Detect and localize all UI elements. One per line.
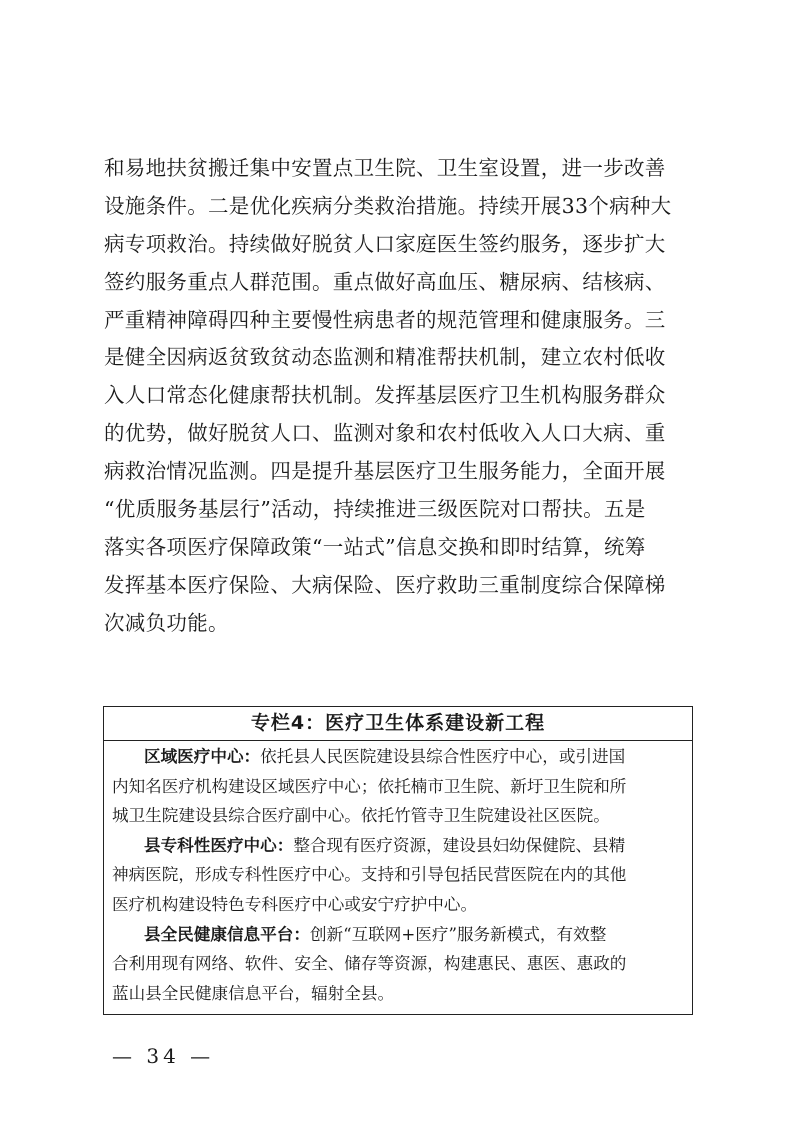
box-line: 内知名医疗机构建设区域医疗中心；依托楠市卫生院、新圩卫生院和所 — [112, 776, 627, 796]
body-line: 病救治情况监测。四是提升基层医疗卫生服务能力，全面开展 — [104, 459, 666, 484]
box-section-first-line — [112, 831, 686, 861]
body-line: 的优势，做好脱贫人口、监测对象和农村低收入人口大病、重 — [104, 421, 666, 446]
section-text: 依托县人民医院建设县综合性医疗中心，或引进国 — [260, 747, 626, 766]
page-number: — 34 — — [112, 1044, 215, 1068]
feature-box — [103, 706, 693, 1015]
box-line: 医疗机构建设特色专科医疗中心或安宁疗护中心。 — [112, 894, 478, 914]
box-line: 神病医院，形成专科性医疗中心。支持和引导包括民营医院在内的其他 — [112, 865, 627, 885]
body-line: 和易地扶贫搬迁集中安置点卫生院、卫生室设置，进一步改善 — [104, 156, 666, 180]
body-text — [104, 150, 694, 643]
body-line: 病专项救治。持续做好脱贫人口家庭医生签约服务，逐步扩大 — [104, 231, 666, 256]
body-line: “优质服务基层行”活动，持续推进三级医院对口帮扶。五是 — [104, 497, 646, 522]
body-line: 落实各项医疗保障政策“一站式”信息交换和即时结算，统筹 — [104, 534, 646, 559]
section-term: 区域医疗中心： — [144, 747, 261, 766]
box-section-first-line — [112, 920, 686, 950]
section-text: 创新“互联网+医疗”服务新模式，有效整 — [309, 924, 607, 944]
body-line: 入人口常态化健康帮扶机制。发挥基层医疗卫生机构服务群众 — [104, 383, 666, 408]
body-line: 次减负功能。 — [104, 610, 229, 635]
body-line: 严重精神障碍四种主要慢性病患者的规范管理和健康服务。三 — [104, 307, 666, 332]
section-term: 县全民健康信息平台： — [144, 924, 310, 944]
box-content — [104, 741, 692, 1008]
box-line: 合利用现有网络、软件、安全、储存等资源，构建惠民、惠医、惠政的 — [112, 954, 627, 974]
box-line: 城卫生院建设县综合医疗副中心。依托竹管寺卫生院建设社区医院。 — [112, 806, 610, 826]
body-line: 设施条件。二是优化疾病分类救治措施。持续开展33个病种大 — [104, 193, 672, 218]
body-line: 是健全因病返贫致贫动态监测和精准帮扶机制，建立农村低收 — [104, 345, 666, 370]
box-section-first-line — [112, 742, 686, 772]
section-text: 整合现有医疗资源，建设县妇幼保健院、县精 — [293, 835, 626, 855]
body-line: 签约服务重点人群范围。重点做好高血压、糖尿病、结核病、 — [104, 269, 666, 294]
box-line: 蓝山县全民健康信息平台，辐射全县。 — [112, 983, 395, 1003]
body-line: 发挥基本医疗保险、大病保险、医疗救助三重制度综合保障梯 — [104, 572, 666, 597]
box-title: 专栏4：医疗卫生体系建设新工程 — [104, 707, 692, 741]
section-term: 县专科性医疗中心： — [144, 835, 294, 855]
